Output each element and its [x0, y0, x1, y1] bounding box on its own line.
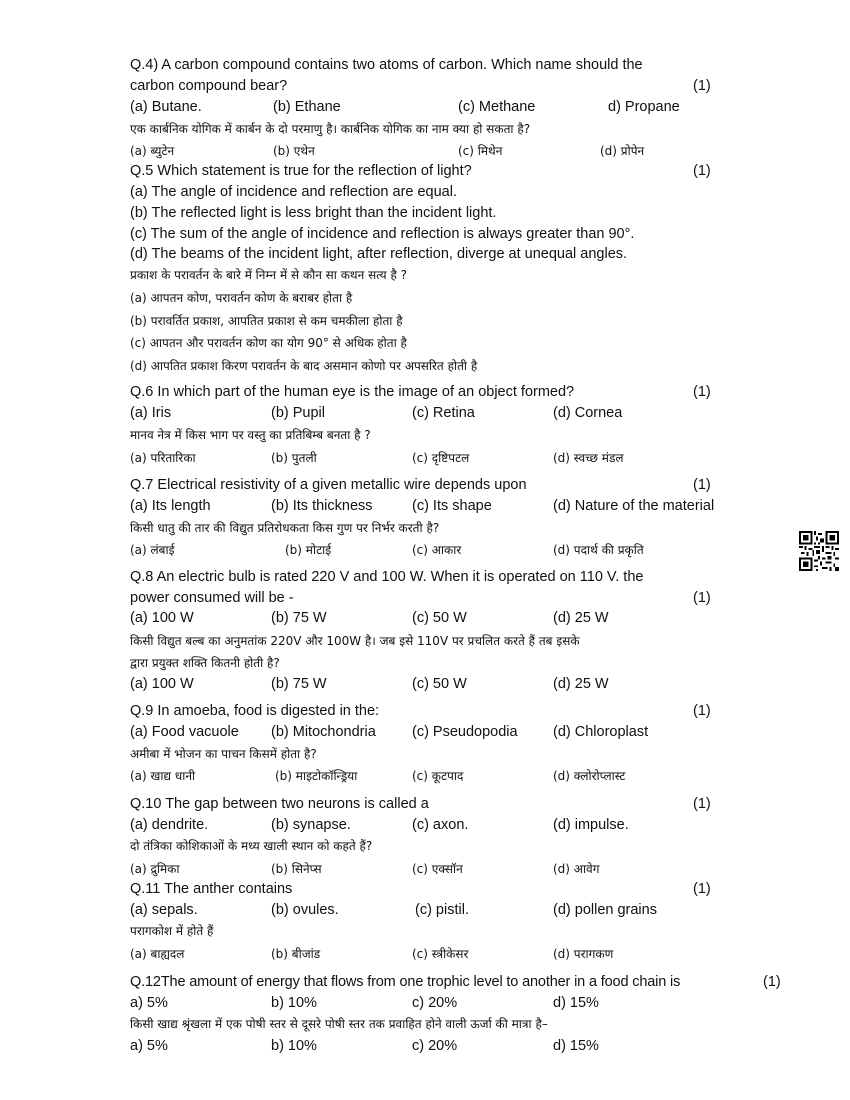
q11-option-d: (d) pollen grains — [553, 902, 657, 918]
q4-text-line-2: carbon compound bear? — [130, 78, 288, 94]
q6-hindi-option-a: (a) परितारिका — [130, 451, 196, 465]
q7-hindi-option-c: (c) आकार — [412, 543, 462, 557]
q7-option-d: (d) Nature of the material — [553, 498, 715, 514]
q5-option-a: (a) The angle of incidence and reflection are equal. — [130, 184, 458, 200]
q8-hindi-option-d: (d) 25 W — [553, 676, 609, 692]
q6-option-c: (c) Retina — [412, 405, 475, 421]
q12-hindi-option-a: a) 5% — [130, 1038, 168, 1054]
q8-hindi-option-a: (a) 100 W — [130, 676, 194, 692]
q5-marks: (1) — [693, 163, 711, 179]
q10-hindi-option-c: (c) एक्सॉन — [412, 862, 463, 876]
q5-hindi-option-c: (c) आपतन और परावर्तन कोण का योग 90° से अधिक होता है — [130, 336, 407, 350]
q9-hindi-option-c: (c) कूटपाद — [412, 769, 464, 783]
q10-hindi-question: दो तंत्रिका कोशिकाओं के मध्य खाली स्थान को कहते हैं? — [130, 839, 373, 853]
q5-hindi-option-b: (b) परावर्तित प्रकाश, आपतित प्रकाश से कम चमकीला होता है — [130, 314, 403, 328]
q9-hindi-option-b: (b) माइटोकॉन्ड्रिया — [275, 769, 358, 783]
q6-hindi-option-b: (b) पुतली — [271, 451, 317, 465]
q6-text-line-1: Q.6 In which part of the human eye is the image of an object formed? — [130, 384, 575, 400]
q4-option-d: d) Propane — [608, 99, 680, 115]
q4-marks: (1) — [693, 78, 711, 94]
q6-hindi-option-c: (c) दृष्टिपटल — [412, 451, 470, 465]
q8-option-d: (d) 25 W — [553, 610, 609, 626]
q8-option-c: (c) 50 W — [412, 610, 467, 626]
q6-option-a: (a) Iris — [130, 405, 172, 421]
q5-hindi-option-d: (d) आपतित प्रकाश किरण परावर्तन के बाद असमान कोणो पर अपसरित होती है — [130, 359, 478, 373]
q7-option-c: (c) Its shape — [412, 498, 492, 514]
q10-option-b: (b) synapse. — [271, 817, 351, 833]
q4-hindi-option-d: (d) प्रोपेन — [600, 144, 645, 158]
q12-marks: (1) — [763, 974, 781, 990]
q9-text-line-1: Q.9 In amoeba, food is digested in the: — [130, 703, 380, 719]
q8-hindi-option-c: (c) 50 W — [412, 676, 467, 692]
q4-option-a: (a) Butane. — [130, 99, 202, 115]
q12-option-c: c) 20% — [412, 995, 458, 1011]
q5-option-c: (c) The sum of the angle of incidence and reflection is always greater than 90°. — [130, 226, 635, 242]
q11-hindi-option-a: (a) बाह्यदल — [130, 947, 185, 961]
q9-hindi-option-a: (a) खाद्य धानी — [130, 769, 196, 783]
q11-hindi-option-d: (d) परागकण — [553, 947, 614, 961]
q8-marks: (1) — [693, 590, 711, 606]
q4-hindi-option-b: (b) एथेन — [273, 144, 315, 158]
q4-option-b: (b) Ethane — [273, 99, 341, 115]
q9-option-d: (d) Chloroplast — [553, 724, 649, 740]
q5-text-line-1: Q.5 Which statement is true for the reflection of light? — [130, 163, 472, 179]
q8-option-a: (a) 100 W — [130, 610, 194, 626]
q8-text-line-1: Q.8 An electric bulb is rated 220 V and 100 W. When it is operated on 110 V. the — [130, 569, 644, 585]
q4-hindi-option-a: (a) ब्युटेन — [130, 144, 175, 158]
q12-option-d: d) 15% — [553, 995, 599, 1011]
q11-option-c: (c) pistil. — [415, 902, 469, 918]
q7-text-line-1: Q.7 Electrical resistivity of a given metallic wire depends upon — [130, 477, 527, 493]
q9-marks: (1) — [693, 703, 711, 719]
q9-option-a: (a) Food vacuole — [130, 724, 239, 740]
q11-hindi-option-c: (c) स्त्रीकेसर — [412, 947, 469, 961]
q7-option-a: (a) Its length — [130, 498, 211, 514]
q11-text-line-1: Q.11 The anther contains — [130, 881, 293, 897]
q8-option-b: (b) 75 W — [271, 610, 327, 626]
q12-hindi-question: किसी खाद्य श्रृंखला में एक पोषी स्तर से दूसरे पोषी स्तर तक प्रवाहित होने वाली ऊर्जा की मात्रा है– — [130, 1017, 548, 1031]
q12-hindi-option-c: c) 20% — [412, 1038, 458, 1054]
q10-hindi-option-b: (b) सिनेप्स — [271, 862, 322, 876]
q5-option-d: (d) The beams of the incident light, after reflection, diverge at unequal angles. — [130, 246, 628, 262]
q12-option-a: a) 5% — [130, 995, 168, 1011]
q11-hindi-option-b: (b) बीजांड — [271, 947, 321, 961]
q6-hindi-option-d: (d) स्वच्छ मंडल — [553, 451, 624, 465]
q10-marks: (1) — [693, 796, 711, 812]
q4-option-c: (c) Methane — [458, 99, 536, 115]
q10-text-line-1: Q.10 The gap between two neurons is called a — [130, 796, 429, 812]
q7-hindi-question: किसी धातु की तार की विद्युत प्रतिरोधकता किस गुण पर निर्भर करती है? — [130, 521, 440, 535]
q6-hindi-question: मानव नेत्र में किस भाग पर वस्तु का प्रतिबिम्ब बनता है ? — [130, 428, 371, 442]
q9-option-b: (b) Mitochondria — [271, 724, 376, 740]
q7-option-b: (b) Its thickness — [271, 498, 373, 514]
q4-hindi-option-c: (c) मिथेन — [458, 144, 503, 158]
q10-hindi-option-a: (a) द्रुमिका — [130, 862, 180, 876]
q4-text-line-1: Q.4) A carbon compound contains two atoms of carbon. Which name should the — [130, 57, 643, 73]
q8-hindi-question-line-1: किसी विद्युत बल्ब का अनुमतांक 220V और 100W है। जब इसे 110V पर प्रचलित करते हैं तब इसके — [130, 634, 580, 648]
qr-code — [799, 531, 839, 571]
q11-hindi-question: परागकोश में होते हैं — [130, 924, 214, 938]
q10-option-c: (c) axon. — [412, 817, 469, 833]
q7-hindi-option-d: (d) पदार्थ की प्रकृति — [553, 543, 644, 557]
q9-hindi-option-d: (d) क्लोरोप्लास्ट — [553, 769, 626, 783]
q11-option-b: (b) ovules. — [271, 902, 339, 918]
q6-marks: (1) — [693, 384, 711, 400]
q8-hindi-question-line-2: द्वारा प्रयुक्त शक्ति कितनी होती है? — [130, 656, 280, 670]
q11-option-a: (a) sepals. — [130, 902, 198, 918]
q5-option-b: (b) The reflected light is less bright than the incident light. — [130, 205, 497, 221]
q12-hindi-option-d: d) 15% — [553, 1038, 599, 1054]
q11-marks: (1) — [693, 881, 711, 897]
q10-hindi-option-d: (d) आवेग — [553, 862, 600, 876]
q5-hindi-option-a: (a) आपतन कोण, परावर्तन कोण के बराबर होता है — [130, 291, 353, 305]
q10-option-d: (d) impulse. — [553, 817, 629, 833]
q7-hindi-option-b: (b) मोटाई — [285, 543, 332, 557]
q7-hindi-option-a: (a) लंबाई — [130, 543, 175, 557]
q7-marks: (1) — [693, 477, 711, 493]
q6-option-b: (b) Pupil — [271, 405, 325, 421]
q5-hindi-question: प्रकाश के परावर्तन के बारे में निम्न में से कौन सा कथन सत्य है ? — [130, 268, 407, 282]
q12-option-b: b) 10% — [271, 995, 317, 1011]
q8-text-line-2: power consumed will be - — [130, 590, 294, 606]
q12-hindi-option-b: b) 10% — [271, 1038, 317, 1054]
q4-hindi-question: एक कार्बनिक योगिक में कार्बन के दो परमाणु है। कार्बनिक योगिक का नाम क्या हो सकता है? — [130, 122, 531, 136]
q6-option-d: (d) Cornea — [553, 405, 623, 421]
q10-option-a: (a) dendrite. — [130, 817, 209, 833]
q12-text-line-1: Q.12The amount of energy that flows from one trophic level to another in a food chain is — [130, 974, 681, 990]
q9-hindi-question: अमीबा में भोजन का पाचन किसमें होता है? — [130, 747, 317, 761]
q9-option-c: (c) Pseudopodia — [412, 724, 518, 740]
q8-hindi-option-b: (b) 75 W — [271, 676, 327, 692]
